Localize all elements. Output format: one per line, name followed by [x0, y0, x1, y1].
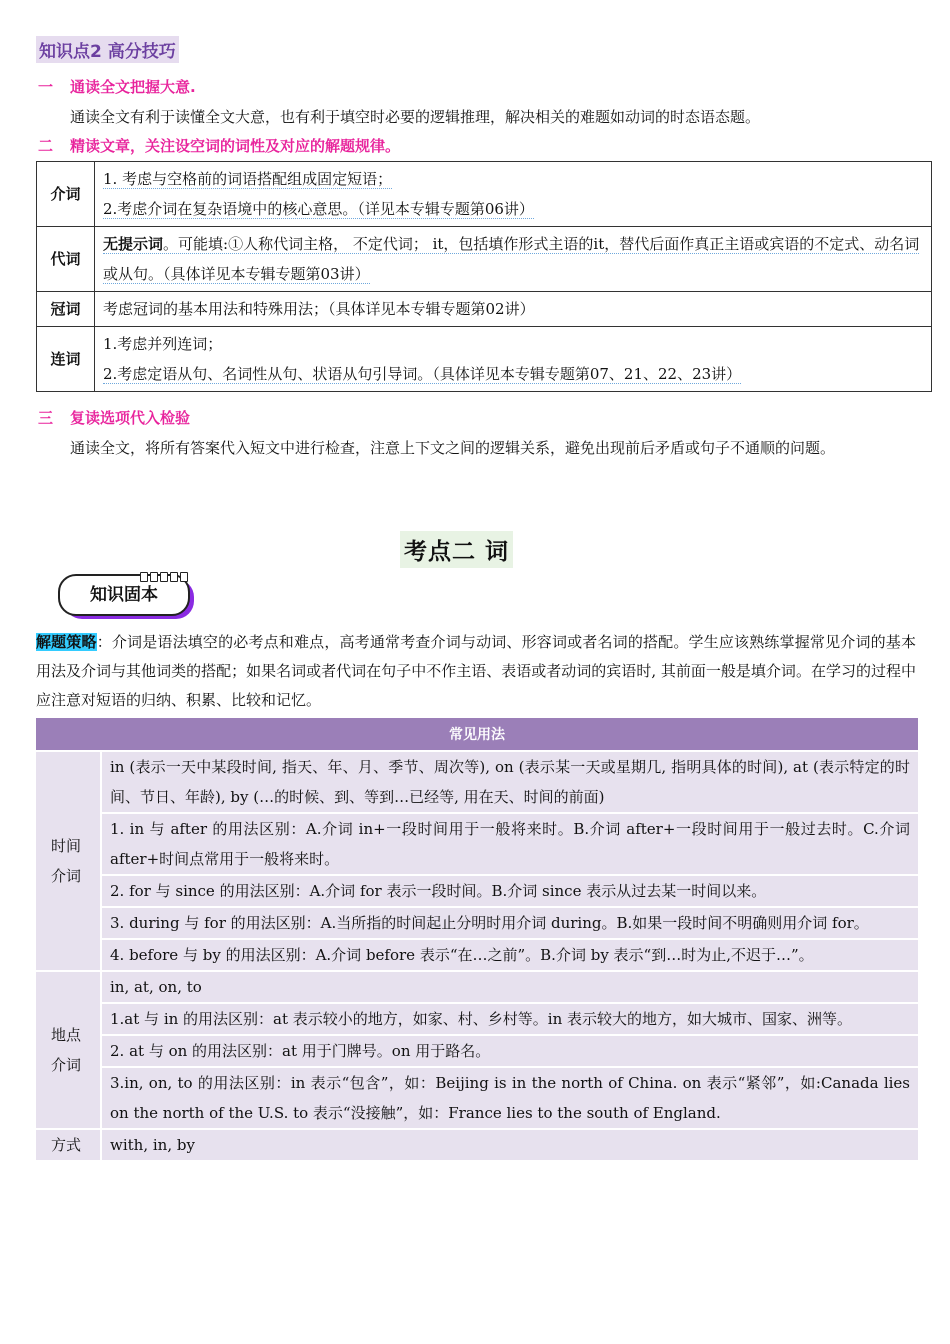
- table-row: [36, 1068, 918, 1128]
- row-content: [95, 227, 932, 292]
- step-one-text: 通读全文有利于读懂全文大意，也有利于填空时必要的逻辑推理，解决相关的难题如动词的时态语态题。: [70, 108, 761, 126]
- table-row: [37, 327, 932, 392]
- usage-table: [36, 716, 918, 1162]
- row-label: 连词: [37, 327, 95, 392]
- usage-cell: 3. during 与 for 的用法区别：A.当所指的时间起止分明时用介词 during。B.如果一段时间不明确则用介词 for。: [102, 908, 918, 938]
- row-label: 冠词: [37, 292, 95, 327]
- strategy-text: ：介词是语法填空的必考点和难点，高考通常考查介词与动词、形容词或者名词的搭配。学生应该熟练掌握常见介词的基本用法及介词与其他词类的搭配；如果名词或者代词在句子中不作主语、表语或者动词的宾语时, 其前面一般是填介词。在学习的过程中应注意对短语的归纳、积累、比较和记忆。: [36, 633, 916, 709]
- content-line: 。可能填:①人称代词主格， 不定代词； it，包括填作形式主语的it，替代后面作真正主语或宾语的不定式、动名词或从句。（具体详见本专辑专题第03讲）: [103, 235, 920, 283]
- strategy-tag: 解题策略: [36, 633, 97, 651]
- step-three-title: 复读选项代入检验: [70, 409, 191, 427]
- table-row: [36, 908, 918, 938]
- category-place: 地点 介词: [36, 972, 102, 1128]
- step-one-number: 一: [38, 78, 54, 96]
- table-header: 常见用法: [36, 718, 918, 750]
- category-time: 时间 介词: [36, 752, 102, 970]
- usage-cell: 3.in, on, to 的用法区别：in 表示“包含”，如：Beijing is in the north of China. on 表示“紧邻”，如:Canada lies on the north of the U.S. to 表示“没接触”，如：France lies to the south of England.: [102, 1068, 918, 1128]
- usage-cell: in (表示一天中某段时间, 指天、年、月、季节、周次等), on (表示某一天或星期几, 指明具体的时间), at (表示特定的时间、节日、年龄), by (…的时候、到、等到…已经等, 用在天、时间的前面): [102, 752, 918, 812]
- usage-cell: in, at, on, to: [102, 972, 918, 1002]
- step-one-title: 通读全文把握大意.: [70, 78, 196, 96]
- row-content: [95, 162, 932, 227]
- step-two-heading: [38, 135, 400, 156]
- content-line: 考虑冠词的基本用法和特殊用法；（具体详见本专辑专题第02讲）: [103, 300, 535, 318]
- badge-ring-icon: [140, 568, 190, 586]
- table-header-row: [36, 718, 918, 750]
- section-title: 知识点2 高分技巧: [36, 36, 179, 63]
- usage-cell: 1. in 与 after 的用法区别：A.介词 in+一段时间用于一般将来时。B.介词 after+一段时间用于一般过去时。C.介词 after+时间点常用于一般将来时。: [102, 814, 918, 874]
- step-three-text: 通读全文，将所有答案代入短文中进行检查，注意上下文之间的逻辑关系，避免出现前后矛盾或句子不通顺的问题。: [70, 439, 836, 457]
- table-row: [37, 227, 932, 292]
- table-row: [37, 162, 932, 227]
- step-one-heading: [38, 76, 196, 97]
- step-two-number: 二: [38, 137, 54, 155]
- table-row: [36, 1036, 918, 1066]
- step-three-number: 三: [38, 409, 54, 427]
- table-row: [36, 876, 918, 906]
- usage-cell: 2. for 与 since 的用法区别：A.介词 for 表示一段时间。B.介词 since 表示从过去某一时间以来。: [102, 876, 918, 906]
- table-row: [36, 814, 918, 874]
- table-row: [36, 972, 918, 1002]
- category-manner: 方式: [36, 1130, 102, 1160]
- usage-cell: 4. before 与 by 的用法区别：A.介词 before 表示“在…之前”。B.介词 by 表示“到…时为止,不迟于…”。: [102, 940, 918, 970]
- usage-cell: 2. at 与 on 的用法区别：at 用于门牌号。on 用于路名。: [102, 1036, 918, 1066]
- content-line: 2.考虑介词在复杂语境中的核心意思。（详见本专辑专题第06讲）: [103, 200, 534, 218]
- usage-cell: with, in, by: [102, 1130, 918, 1160]
- table-row: [36, 1004, 918, 1034]
- usage-cell: 1.at 与 in 的用法区别：at 表示较小的地方，如家、村、乡村等。in 表示较大的地方，如大城市、国家、洲等。: [102, 1004, 918, 1034]
- table-row: [36, 1130, 918, 1160]
- row-content: [95, 292, 932, 327]
- content-line: 2.考虑定语从句、名词性从句、状语从句引导词。（具体详见本专辑专题第07、21、22、23讲）: [103, 365, 742, 383]
- kaodian-title: 考点二 词: [400, 531, 513, 568]
- row-label: 代词: [37, 227, 95, 292]
- row-label: 介词: [37, 162, 95, 227]
- badge-label: 知识固本: [58, 574, 190, 616]
- content-line: 1. 考虑与空格前的词语搭配组成固定短语；: [103, 170, 393, 188]
- step-three-heading: [38, 407, 190, 428]
- table-row: [37, 292, 932, 327]
- content-line: 1.考虑并列连词；: [103, 335, 223, 353]
- strategy-paragraph: [36, 628, 916, 715]
- table-row: [36, 940, 918, 970]
- bold-term: 无提示词: [103, 235, 164, 253]
- table-row: [36, 752, 918, 812]
- word-class-table: [36, 161, 932, 392]
- row-content: [95, 327, 932, 392]
- step-two-title: 精读文章，关注设空词的词性及对应的解题规律。: [70, 137, 401, 155]
- knowledge-badge: [58, 574, 194, 620]
